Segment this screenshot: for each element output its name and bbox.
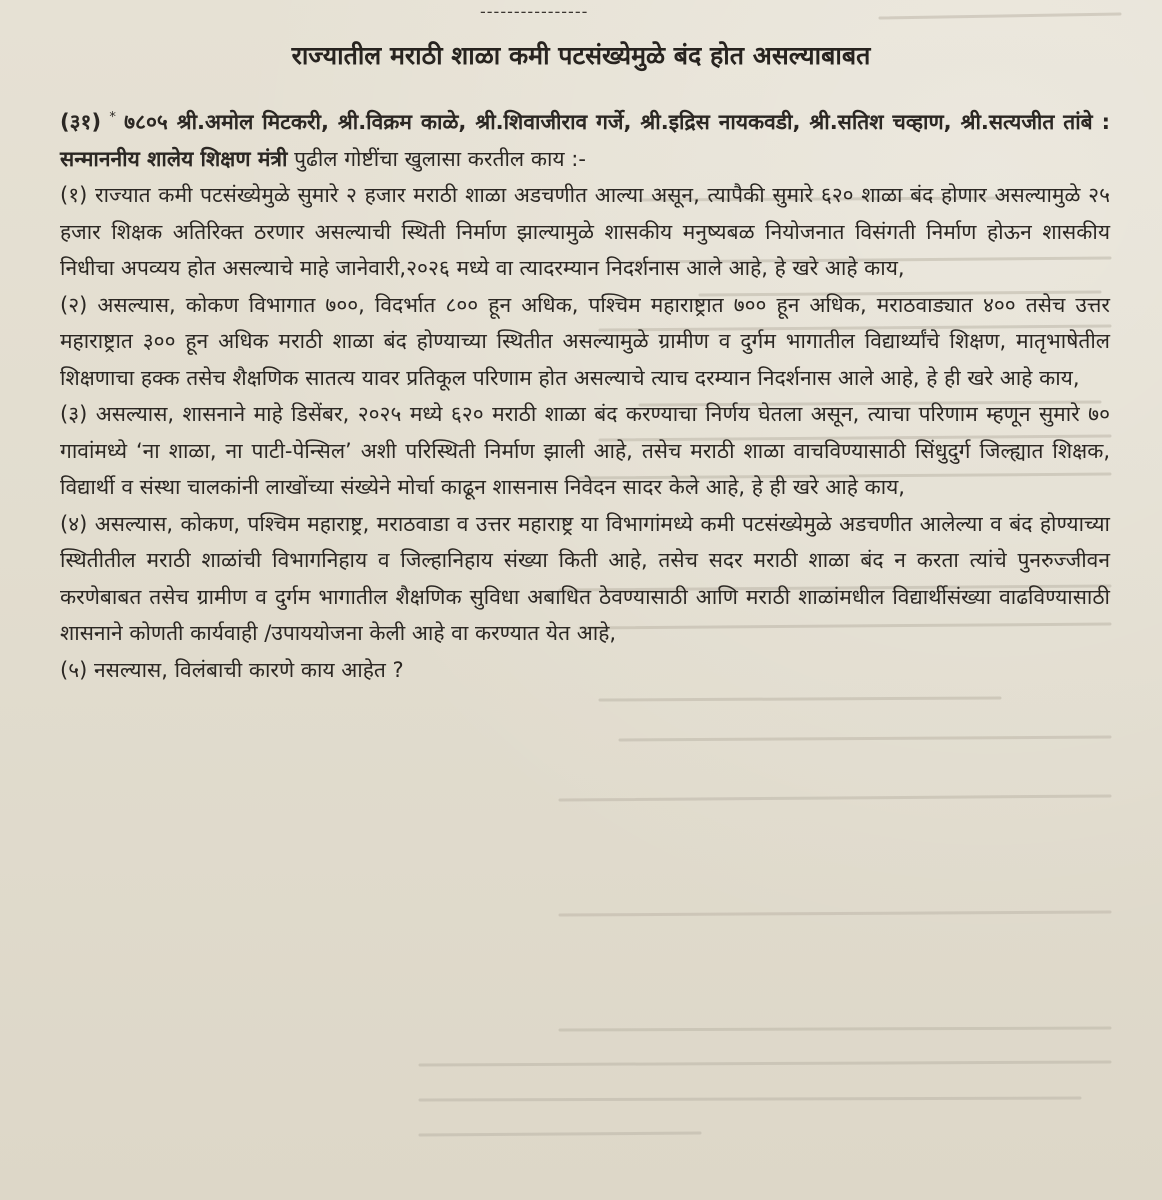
question-members: ७८०५ श्री.अमोल मिटकरी, श्री.विक्रम काळे, श्री.शिवाजीराव गर्जे, श्री.इद्रिस नायकवडी, श्री.सतिश चव्हाण, श्री.सत्यजीत तांबे : (124, 110, 1110, 134)
star-mark: * (109, 110, 116, 125)
intro-tail: पुढील गोष्टींचा खुलासा करतील काय :- (294, 146, 586, 171)
point-4: (४) असल्यास, कोकण, पश्चिम महाराष्ट्र, मराठवाडा व उत्तर महाराष्ट्र या विभागांमध्ये कमी पटसंख्येमुळे अडचणीत आलेल्या व बंद होण्याच्या स्थितीतील मराठी शाळांची विभागनिहाय व जिल्हानिहाय संख्या किती आहे, तसेच सदर मराठी शाळा बंद न करता त्यांचे पुनरुज्जीवन करणेबाबत तसेच ग्रामीण व दुर्गम भागातील शैक्षणिक सुविधा अबाधित ठेवण्यासाठी आणि मराठी शाळांमधील विद्यार्थीसंख्या वाढविण्यासाठी शासनाने कोणती कार्यवाही /उपाययोजना केली आहे वा करण्यात येत आहे, (60, 511, 1110, 645)
question-intro (60, 104, 1110, 177)
minister-name: सन्माननीय शालेय शिक्षण मंत्री (60, 146, 288, 171)
point-2: (२) असल्यास, कोकण विभागात ७००, विदर्भात ८०० हून अधिक, पश्चिम महाराष्ट्रात ७०० हून अधिक, मराठवाड्यात ४०० तसेच उत्तर महाराष्ट्रात ३०० हून अधिक मराठी शाळा बंद होण्याच्या स्थितीत असल्यामुळे ग्रामीण व दुर्गम भागातील विद्यार्थ्यांचे शिक्षण, मातृभाषेतील शिक्षणाचा हक्क तसेच शैक्षणिक सातत्य यावर प्रतिकूल परिणाम होत असल्याचे त्याच दरम्यान निदर्शनास आले आहे, हे ही खरे आहे काय, (60, 292, 1110, 390)
question-body (60, 104, 1110, 688)
document-title: राज्यातील मराठी शाळा कमी पटसंख्येमुळे बंद होत असल्याबाबत (291, 41, 871, 70)
point-5: (५) नसल्यास, विलंबाची कारणे काय आहेत ? (60, 657, 404, 682)
separator-dashes: ---------------- (480, 2, 589, 21)
point-3: (३) असल्यास, शासनाने माहे डिसेंबर, २०२५ मध्ये ६२० मराठी शाळा बंद करण्याचा निर्णय घेतला असून, त्याचा परिणाम म्हणून सुमारे ७० गावांमध्ये ‘ना शाळा, ना पाटी-पेन्सिल’ अशी परिस्थिती निर्माण झाली आहे, तसेच मराठी शाळा वाचविण्यासाठी सिंधुदुर्ग जिल्ह्यात शिक्षक, विद्यार्थी व संस्था चालकांनी लाखोंच्या संख्येने मोर्चा काढून शासनास निवेदन सादर केले आहे, हे ही खरे आहे काय, (60, 402, 1110, 499)
question-number: (३१) (60, 110, 102, 134)
point-1: (१) राज्यात कमी पटसंख्येमुळे सुमारे २ हजार मराठी शाळा अडचणीत आल्या असून, त्यापैकी सुमारे ६२० शाळा बंद होणार असल्यामुळे २५ हजार शिक्षक अतिरिक्त ठरणार असल्याची स्थिती निर्माण झाल्यामुळे शासकीय मनुष्यबळ नियोजनात विसंगती निर्माण होऊन शासकीय निधीचा अपव्यय होत असल्याचे माहे जानेवारी,२०२६ मध्ये वा त्यादरम्यान निदर्शनास आले आहे, हे खरे आहे काय, (60, 183, 1110, 280)
